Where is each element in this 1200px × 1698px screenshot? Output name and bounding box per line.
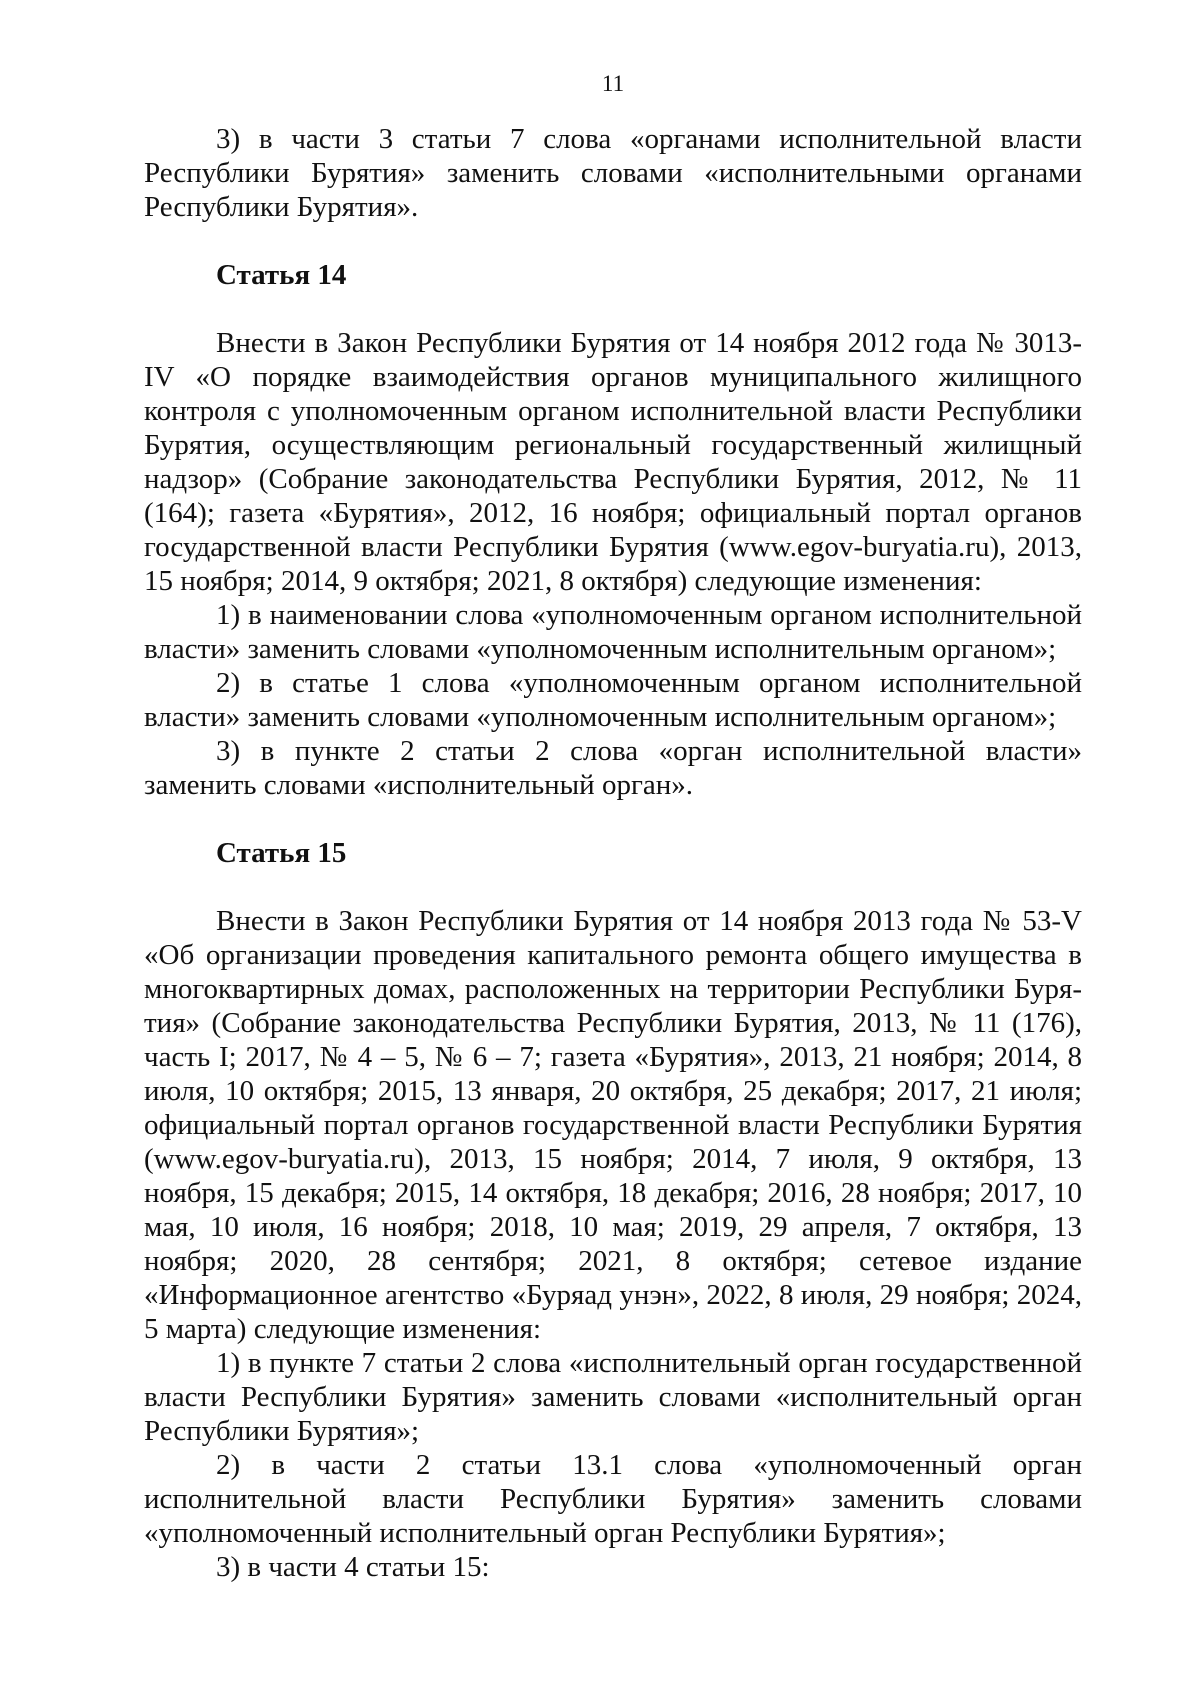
spacer [144,802,1082,836]
article-14-paragraph-1: Внести в Закон Республики Бурятия от 14 ноября 2012 года № 3013-IV «О порядке взаимодействия органов муниципального жилищного контроля с уполномоченным органом исполнительной власти Республики Бурятия, осуществляющим региональный государственный жилищный надзор» (Собрание законодательства Республики Бурятия, 2012, № 11 (164); газета «Бурятия», 2012, 16 ноября; официальный портал органов государственной власти Республики Бурятия (www.egov-buryatia.ru), 2013, 15 ноября; 2014, 9 октября; 2021, 8 октября) следующие изменения: [144,327,1082,597]
article-15-paragraph-1: Внести в Закон Республики Бурятия от 14 ноября 2013 года № 53-V «Об организации проведения капитального ремонта общего имущества в многоквартирных домах, расположенных на территории Республики Бурятия» (Собрание законодательства Республики Бурятия, 2013, № 11 (176), часть I; 2017, № 4 – 5, № 6 – 7; газета «Бурятия», 2013, 21 ноября; 2014, 8 июля, 10 октября; 2015, 13 января, 20 октября, 25 декабря; 2017, 21 июля; официальный портал органов государственной власти Республики Бурятия (www.egov-buryatia.ru), 2013, 15 ноября; 2014, 7 июля, 9 октября, 13 ноября, 15 декабря; 2015, 14 октября, 18 декабря; 2016, 28 ноября; 2017, 10 мая, 10 июля, 16 ноября; 2018, 10 мая; 2019, 29 апреля, 7 октября, 13 ноября; 2020, 28 сентября; 2021, 8 октября; сетевое издание «Информационное агентство «Буряад унэн», 2022, 8 июля, 29 ноября; 2024, 5 марта) следующие изменения: [144,905,1082,1345]
article-15-paragraph-3: 2) в части 2 статьи 13.1 слова «уполномоченный орган исполнительной власти Республики Бурятия» заменить словами «уполномоченный исполнительный орган Республики Бурятия»; [144,1449,1082,1549]
article-15-paragraph-4: 3) в части 4 статьи 15: [216,1551,490,1583]
spacer [144,292,1082,326]
spacer [144,870,1082,904]
paragraph-intro: 3) в части 3 статьи 7 слова «органами исполнительной власти Республики Бурятия» заменить словами «исполнительными органами Республики Бурятия». [144,123,1082,223]
article-14-heading: Статья 14 [216,259,347,291]
page-number: 11 [601,71,625,96]
article-15-paragraph-2: 1) в пункте 7 статьи 2 слова «исполнительный орган государственной власти Республики Бурятия» заменить словами «исполнительный орган Республики Бурятия»; [144,1347,1082,1447]
spacer [144,224,1082,258]
article-14-paragraph-4: 3) в пункте 2 статьи 2 слова «орган исполнительной власти» заменить словами «исполнительный орган». [144,735,1082,801]
document-page [144,70,1082,1584]
article-14-paragraph-2: 1) в наименовании слова «уполномоченным органом исполнительной власти» заменить словами «уполномоченным исполнительным органом»; [144,599,1082,665]
article-15-heading: Статья 15 [216,837,347,869]
article-14-paragraph-3: 2) в статье 1 слова «уполномоченным органом исполнительной власти» заменить словами «уполномоченным исполнительным органом»; [144,667,1082,733]
